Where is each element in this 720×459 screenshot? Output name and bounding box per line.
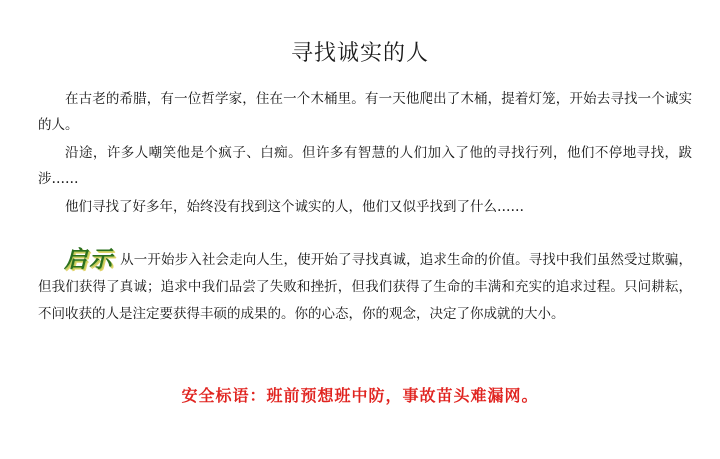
story-paragraph: 他们寻找了好多年，始终没有找到这个诚实的人，他们又似乎找到了什么…… [65,199,524,215]
story-body [38,86,692,222]
safety-slogan: 安全标语：班前预想班中防，事故苗头难漏网。 [181,386,539,405]
story-paragraph: 在古老的希腊，有一位哲学家，住在一个木桶里。有一天他爬出了木桶，提着灯笼，开始去寻找一个诚实的人。 [38,91,692,133]
document-title: 寻找诚实的人 [290,41,429,66]
revelation-section [38,246,692,328]
story-paragraph: 沿途，许多人嘲笑他是个疯子、白痴。但许多有智慧的人们加入了他的寻找行列，他们不停地寻找，跋涉…… [38,145,692,187]
revelation-heading: 启示 [64,246,114,273]
revelation-text: 从一开始步入社会走向人生，使开始了寻找真诚，追求生命的价值。寻找中我们虽然受过欺骗，但我们获得了真诚；追求中我们品尝了失败和挫折，但我们获得了生命的丰满和充实的追求过程。只问耕耘，不问收获的人是注定要获得丰硕的成果的。你的心态，你的观念，决定了你成就的大小。 [38,252,692,322]
